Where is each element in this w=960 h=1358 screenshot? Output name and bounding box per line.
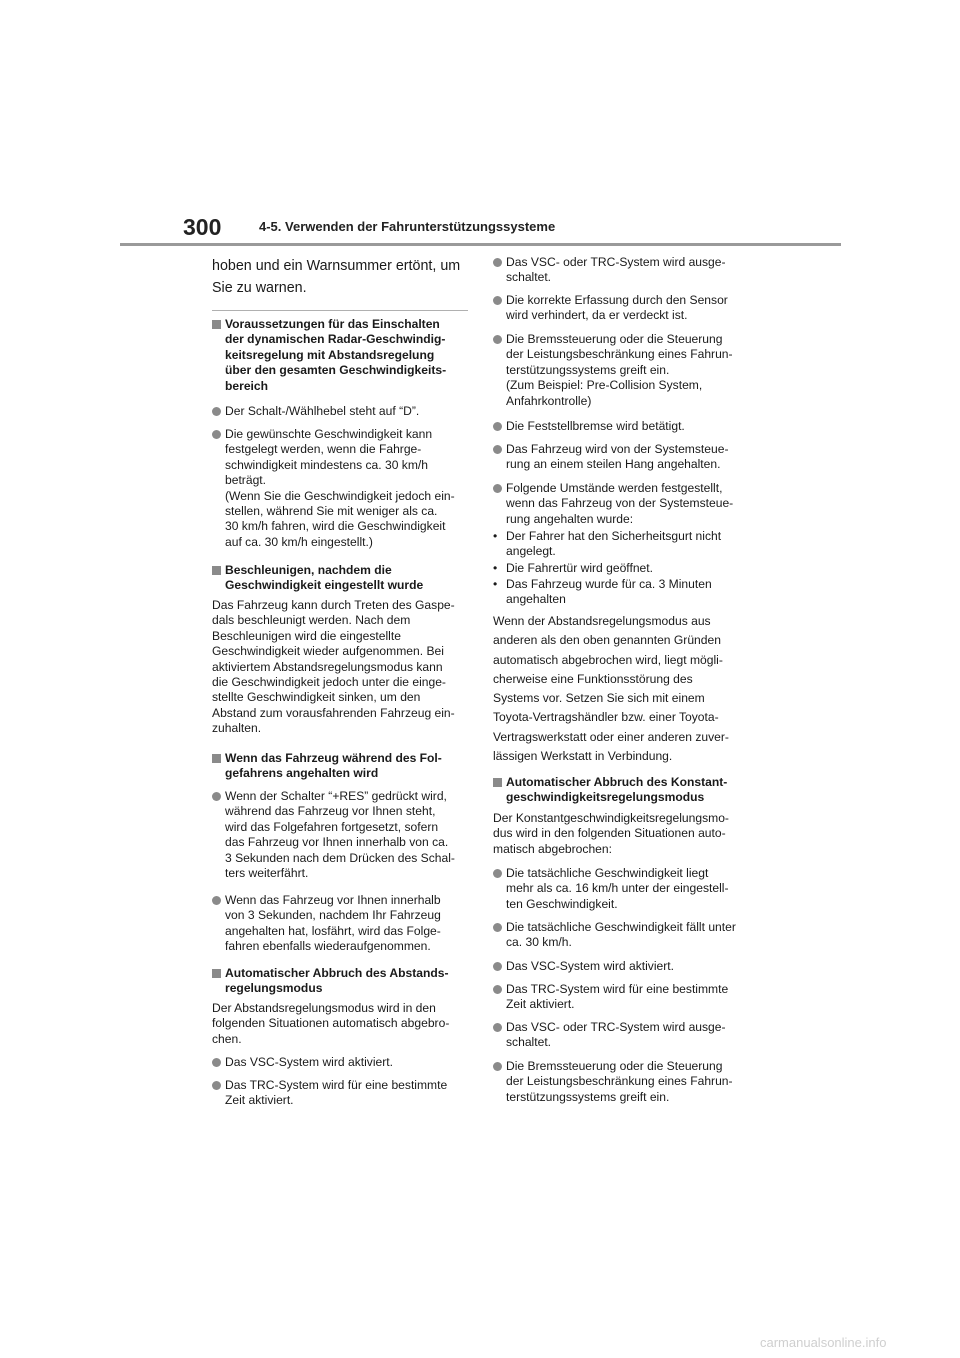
text-line: ters weiterfährt. <box>225 866 309 881</box>
text-line: Die gewünschte Geschwindigkeit kann <box>225 427 433 441</box>
list-item-text <box>225 1055 481 1070</box>
text-line: Die Fahrertür wird geöffnet. <box>506 561 653 575</box>
text-line: wird verhindert, da er verdeckt ist. <box>506 308 688 323</box>
text-line: 3 Sekunden nach dem Drücken des Schal- <box>225 850 455 865</box>
heading-text <box>225 966 475 997</box>
text-line: Sie zu warnen. <box>212 280 307 296</box>
text-line: fahren ebenfalls wiederaufgenommen. <box>225 939 431 954</box>
text-line: keitsregelung mit Abstandsregelung <box>225 347 435 362</box>
heading-prerequisites <box>212 317 475 394</box>
text-line: der Leistungsbeschränkung eines Fahrun- <box>506 347 733 362</box>
text-line: Zeit aktiviert. <box>225 1093 294 1108</box>
list-item-text <box>506 1059 762 1105</box>
text-line: Der Fahrer hat den Sicherheitsgurt nicht <box>506 529 722 543</box>
text-line: matisch abgebrochen: <box>493 841 612 856</box>
text-line: chen. <box>212 1031 242 1046</box>
text-line: Toyota-Vertragshändler bzw. einer Toyota- <box>493 710 719 725</box>
text-line: Wenn das Fahrzeug während des Fol- <box>225 751 442 765</box>
text-line: Der Abstandsregelungsmodus wird in den <box>212 1001 436 1015</box>
round-bullet-icon <box>493 1062 502 1071</box>
list-item <box>493 1059 762 1105</box>
list-item-text <box>225 427 481 550</box>
text-line: Geschwindigkeit eingestellt wurde <box>225 578 424 593</box>
text-line: auf ca. 30 km/h eingestellt.) <box>225 534 373 549</box>
list-item <box>493 866 762 912</box>
text-line: schwindigkeit mindestens ca. 30 km/h <box>225 457 429 472</box>
text-line: angelegt. <box>506 544 556 559</box>
text-line: Voraussetzungen für das Einschalten <box>225 317 440 331</box>
round-bullet-icon <box>493 985 502 994</box>
text-line: stellen, während Sie mit weniger als ca. <box>225 504 438 519</box>
text-line: bereich <box>225 378 269 393</box>
text-line: Der Konstantgeschwindigkeitsregelungsmo- <box>493 811 729 825</box>
round-bullet-icon <box>493 296 502 305</box>
text-line: Das VSC- oder TRC-System wird ausge- <box>506 1020 726 1034</box>
text-line: das Fahrzeug vor Ihnen innerhalb von ca. <box>225 835 449 850</box>
text-line: dals beschleunigt werden. Nach dem <box>212 613 411 628</box>
text-line: 30 km/h fahren, wird die Geschwindigkeit <box>225 519 446 534</box>
text-line: gefahrens angehalten wird <box>225 766 379 781</box>
text-line: die Geschwindigkeit jedoch unter die einge- <box>212 675 446 690</box>
heading-acceleration <box>212 563 475 594</box>
intro-paragraph <box>212 255 472 299</box>
text-line: dus wird in den folgenden Situationen auto- <box>493 826 726 841</box>
text-line: regelungsmodus <box>225 981 323 996</box>
text-line: Das VSC-System wird aktiviert. <box>225 1055 394 1069</box>
text-line: zuhalten. <box>212 721 262 736</box>
heading-text <box>225 751 475 782</box>
round-bullet-icon <box>493 962 502 971</box>
text-line: Automatischer Abbruch des Konstant- <box>506 775 728 789</box>
text-line: der dynamischen Radar-Geschwindig- <box>225 332 446 347</box>
round-bullet-icon <box>212 407 221 416</box>
round-bullet-icon <box>493 445 502 454</box>
sub-list-item-text <box>506 577 776 608</box>
round-bullet-icon <box>493 923 502 932</box>
list-item-text <box>506 293 762 324</box>
text-line: Das TRC-System wird für eine bestimmte <box>225 1078 448 1092</box>
text-line: während das Fahrzeug vor Ihnen steht, <box>225 804 436 819</box>
list-item <box>212 404 475 419</box>
text-line: über den gesamten Geschwindigkeits- <box>225 363 447 378</box>
list-item-text <box>506 332 762 409</box>
text-line: cherweise eine Funktionsstörung des <box>493 671 693 686</box>
square-bullet-icon <box>493 778 502 787</box>
list-item <box>493 419 762 434</box>
list-item-text <box>506 419 762 434</box>
text-line: Das Fahrzeug kann durch Treten des Gaspe- <box>212 598 455 612</box>
text-line: Das Fahrzeug wurde für ca. 3 Minuten <box>506 577 712 591</box>
auto-cancel-paragraph <box>212 1001 470 1047</box>
text-line: Abstand zum vorausfahrenden Fahrzeug ein- <box>212 705 455 720</box>
round-bullet-icon <box>493 258 502 267</box>
list-item <box>493 293 762 324</box>
heading-auto-cancel-distance <box>212 966 475 997</box>
list-item-text <box>506 1020 762 1051</box>
text-line: Folgende Umstände werden festgestellt, <box>506 481 723 495</box>
round-bullet-icon <box>212 896 221 905</box>
text-line: Die Feststellbremse wird betätigt. <box>506 419 685 433</box>
list-item <box>493 920 766 951</box>
text-line: terstützungssystems greift ein. <box>506 1089 670 1104</box>
round-bullet-icon <box>212 792 221 801</box>
text-line: hoben und ein Warnsummer ertönt, um <box>212 258 461 274</box>
text-line: Automatischer Abbruch des Abstands- <box>225 966 449 980</box>
text-line: Die Bremssteuerung oder die Steuerung <box>506 332 723 346</box>
heading-stopped-vehicle <box>212 751 475 782</box>
round-bullet-icon <box>212 1058 221 1067</box>
text-line: angehalten hat, losfährt, wird das Folge- <box>225 923 441 938</box>
list-item-text <box>506 959 762 974</box>
text-line: Zeit aktiviert. <box>506 997 575 1012</box>
text-line: wenn das Fahrzeug von der Systemsteue- <box>506 496 734 511</box>
text-line: (Wenn Sie die Geschwindigkeit jedoch ein- <box>225 488 455 503</box>
watermark: carmanualsonline.info <box>760 1335 887 1350</box>
text-line: schaltet. <box>506 270 552 285</box>
round-bullet-icon <box>493 484 502 493</box>
dot-marker: • <box>493 577 498 591</box>
round-bullet-icon <box>493 869 502 878</box>
sub-list-item-text <box>506 561 776 576</box>
text-line: Beschleunigen, nachdem die <box>225 563 392 577</box>
text-line: folgenden Situationen automatisch abgebro- <box>212 1016 450 1031</box>
round-bullet-icon <box>212 1081 221 1090</box>
square-bullet-icon <box>212 566 221 575</box>
acceleration-paragraph <box>212 598 470 737</box>
text-line: angehalten <box>506 592 566 607</box>
list-item-text <box>225 789 481 881</box>
list-item-text <box>506 442 762 473</box>
square-bullet-icon <box>212 754 221 763</box>
round-bullet-icon <box>212 430 221 439</box>
list-item <box>493 442 762 473</box>
list-item <box>212 893 481 955</box>
heading-text <box>506 775 762 806</box>
text-line: ten Geschwindigkeit. <box>506 896 618 911</box>
round-bullet-icon <box>493 422 502 431</box>
list-item <box>493 332 762 409</box>
malfunction-paragraph <box>493 612 753 766</box>
list-item <box>493 982 762 1013</box>
dot-marker: • <box>493 561 498 575</box>
sub-list-item-text <box>506 529 776 560</box>
page-number: 300 <box>183 214 222 240</box>
text-line: (Zum Beispiel: Pre-Collision System, <box>506 378 703 393</box>
text-line: terstützungssystems greift ein. <box>506 362 670 377</box>
text-line: rung angehalten wurde: <box>506 511 634 526</box>
round-bullet-icon <box>493 1023 502 1032</box>
text-line: Das VSC- oder TRC-System wird ausge- <box>506 255 726 269</box>
text-line: Systems vor. Setzen Sie sich mit einem <box>493 691 705 706</box>
heading-text <box>225 317 475 394</box>
sub-list-item <box>480 529 776 560</box>
section-title: 4-5. Verwenden der Fahrunterstützungssysteme <box>259 219 556 234</box>
sub-list-item <box>480 577 776 608</box>
list-item <box>493 959 762 974</box>
text-line: Anfahrkontrolle) <box>506 393 592 408</box>
list-item <box>212 789 481 881</box>
list-item-text <box>506 255 762 286</box>
text-line: schaltet. <box>506 1035 552 1050</box>
text-line: Die Bremssteuerung oder die Steuerung <box>506 1059 723 1073</box>
text-line: Wenn der Abstandsregelungsmodus aus <box>493 614 711 628</box>
text-line: rung an einem steilen Hang angehalten. <box>506 457 721 472</box>
text-line: geschwindigkeitsregelungsmodus <box>506 790 705 805</box>
header-divider <box>120 243 841 246</box>
list-item-text <box>506 982 762 1013</box>
dot-marker: • <box>493 529 498 543</box>
list-item <box>212 1055 481 1070</box>
list-item-text <box>506 866 762 912</box>
round-bullet-icon <box>493 335 502 344</box>
list-item-text <box>225 1078 481 1109</box>
list-item <box>493 255 762 286</box>
text-line: Die tatsächliche Geschwindigkeit liegt <box>506 866 709 880</box>
list-item <box>493 481 762 527</box>
text-line: automatisch abgebrochen wird, liegt mögli- <box>493 652 723 667</box>
list-item-text <box>506 481 762 527</box>
list-item <box>493 1020 762 1051</box>
list-item-text <box>225 404 475 419</box>
text-line: festgelegt werden, wenn die Fahrge- <box>225 442 422 457</box>
page-header <box>0 0 960 250</box>
text-line: Das Fahrzeug wird von der Systemsteue- <box>506 442 729 456</box>
text-line: anderen als den oben genannten Gründen <box>493 633 721 648</box>
text-line: Das TRC-System wird für eine bestimmte <box>506 982 729 996</box>
constant-cancel-paragraph <box>493 811 751 857</box>
text-line: von 3 Sekunden, nachdem Ihr Fahrzeug <box>225 908 441 923</box>
text-line: Wenn das Fahrzeug vor Ihnen innerhalb <box>225 893 441 907</box>
text-line: wird das Folgefahren fortgesetzt, sofern <box>225 819 439 834</box>
text-line: Beschleunigen wird die eingestellte <box>212 628 401 643</box>
text-line: Die korrekte Erfassung durch den Sensor <box>506 293 728 307</box>
text-line: lässigen Werkstatt in Verbindung. <box>493 749 673 764</box>
heading-text <box>225 563 475 594</box>
text-line: Wenn der Schalter “+RES” gedrückt wird, <box>225 789 447 803</box>
sub-list-item <box>480 561 776 576</box>
list-item-text <box>506 920 766 951</box>
section-divider <box>212 310 468 311</box>
list-item-text <box>225 893 481 955</box>
square-bullet-icon <box>212 969 221 978</box>
heading-auto-cancel-constant <box>493 775 762 806</box>
text-line: ca. 30 km/h. <box>506 935 572 950</box>
text-line: Das VSC-System wird aktiviert. <box>506 959 675 973</box>
text-line: stellte Geschwindigkeit sinken, um den <box>212 690 421 705</box>
list-item <box>212 427 481 550</box>
text-line: Vertragswerkstatt oder einer anderen zuver- <box>493 729 729 744</box>
text-line: Geschwindigkeit wieder aufgenommen. Bei <box>212 644 444 659</box>
text-line: der Leistungsbeschränkung eines Fahrun- <box>506 1074 733 1089</box>
text-line: Die tatsächliche Geschwindigkeit fällt unter <box>506 920 736 934</box>
text-line: mehr als ca. 16 km/h unter der eingestell- <box>506 881 729 896</box>
list-item <box>212 1078 481 1109</box>
text-line: aktiviertem Abstandsregelungsmodus kann <box>212 659 443 674</box>
square-bullet-icon <box>212 320 221 329</box>
text-line: Der Schalt-/Wählhebel steht auf “D”. <box>225 404 420 418</box>
text-line: beträgt. <box>225 473 267 488</box>
